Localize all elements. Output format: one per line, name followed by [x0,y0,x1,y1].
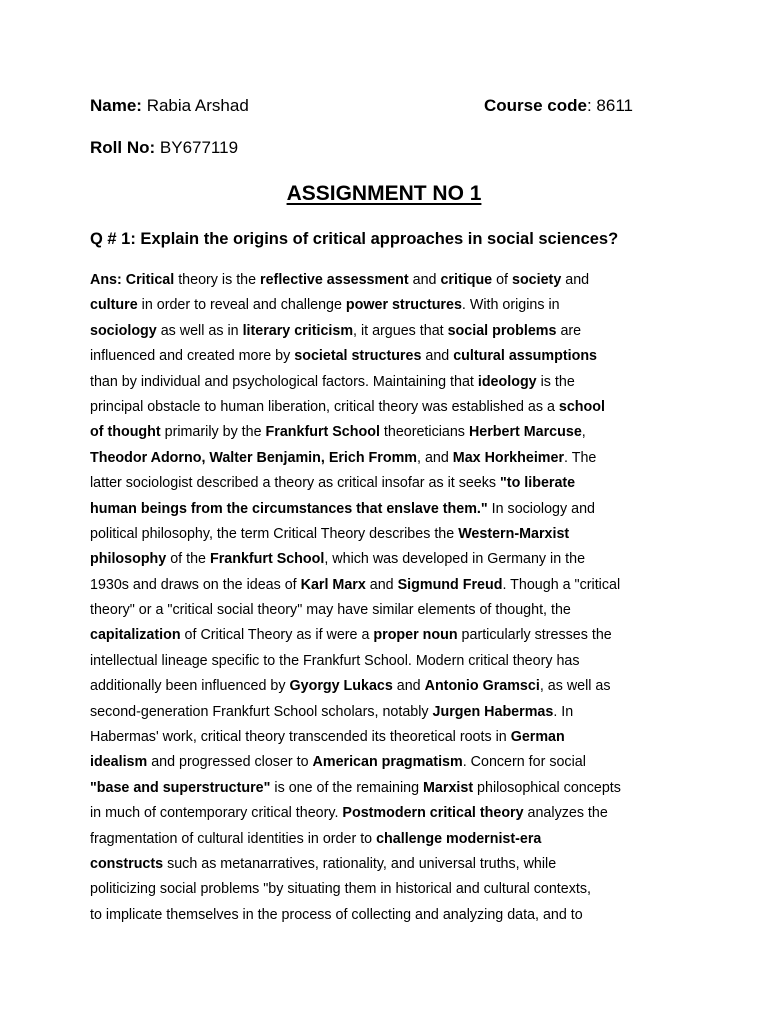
bold-text-run: of thought [90,424,161,441]
text-run: to implicate themselves in the process of collecting and analyzing data, and to [90,906,583,923]
text-run: 1930s and draws on the ideas of [90,576,301,593]
bold-text-run: Postmodern critical theory [342,805,524,822]
text-run: politicizing social problems "by situating them in historical and cultural contexts, [90,881,591,898]
text-run: . In [553,703,574,720]
bold-text-run: critique [440,272,493,288]
name-line [90,96,249,116]
bold-text-run: ideology [477,373,537,390]
text-run: such as metanarratives, rationality, and universal truths, while [163,855,557,872]
text-run: , [581,424,586,441]
text-run: political philosophy, the term Critical Theory describes the [90,525,459,542]
answer-line [90,623,680,648]
course-code-value: : 8611 [586,96,633,115]
text-run: additionally been influenced by [90,678,290,695]
bold-text-run: "base and superstructure" [90,779,271,796]
name-label: Name: [90,96,142,115]
bold-text-run: societal structures [294,348,422,365]
text-run: intellectual lineage specific to the Frankfurt School. Modern critical theory has [90,652,580,669]
answer-line [90,700,680,725]
answer-line [90,268,680,293]
text-run: analyzes the [523,805,608,822]
text-run: fragmentation of cultural identities in order to [90,830,377,847]
bold-text-run: social problems [447,322,557,339]
bold-text-run: Karl Marx [300,576,366,593]
bold-text-run: literary criticism [242,322,354,339]
answer-line [90,344,680,369]
text-run: theory is the [174,272,261,288]
bold-text-run: power structures [345,297,462,314]
question-heading: Q # 1: Explain the origins of critical approaches in social sciences? [90,230,619,248]
text-run: is one of the remaining [270,779,424,796]
answer-line [90,395,680,420]
bold-text-run: society [512,272,562,288]
roll-number-label: Roll No: [90,138,156,157]
text-run: principal obstacle to human liberation, critical theory was established as a [90,398,559,415]
bold-text-run: Gyorgy Lukacs [289,678,393,695]
roll-number-line [90,138,238,158]
text-run: second-generation Frankfurt School scholars, notably [90,703,433,720]
answer-line [90,293,680,318]
text-run: . Though a "critical [502,576,621,593]
bold-text-run: Marxist [423,779,474,796]
text-run: is the [536,373,575,390]
bold-text-run: school [558,398,605,415]
bold-text-run: Max Horkheimer [452,449,565,466]
text-run: and [392,678,425,695]
answer-line [90,725,680,750]
bold-text-run: Sigmund Freud [397,576,503,593]
answer-line [90,319,680,344]
text-run: and [365,576,398,593]
bold-text-run: American pragmatism [312,754,463,771]
text-run: , it argues that [353,322,448,339]
answer-line [90,877,680,902]
answer-line [90,497,680,522]
text-run: latter sociologist described a theory as critical insofar as it seeks [90,475,501,492]
answer-line [90,420,680,445]
bold-text-run: Theodor Adorno, Walter Benjamin, Erich Fromm [90,449,417,466]
text-run: , as well as [539,678,611,695]
bold-text-run: German [510,729,565,746]
answer-line [90,598,680,623]
answer-line [90,522,680,547]
text-run: , which was developed in Germany in the [324,551,586,568]
text-run: philosophical concepts [473,779,621,796]
answer-line [90,573,680,598]
bold-text-run: proper noun [373,627,458,644]
answer-line [90,649,680,674]
bold-text-run: Western-Marxist [458,525,570,542]
text-run: in order to reveal and challenge [137,297,346,314]
course-code-line [484,96,633,116]
bold-text-run: culture [90,297,138,314]
bold-text-run: Herbert Marcuse [468,424,582,441]
bold-text-run: "to liberate [500,475,576,492]
bold-text-run: Frankfurt School [209,551,325,568]
text-run: particularly stresses the [457,627,612,644]
bold-text-run: cultural assumptions [453,348,598,365]
answer-line [90,370,680,395]
answer-paragraph [90,268,680,928]
answer-line [90,674,680,699]
text-run: and progressed closer to [147,754,313,771]
text-run: and [408,272,441,288]
text-run: influenced and created more by [90,348,295,365]
bold-text-run: Ans: Critical [90,272,175,288]
text-run: . Concern for social [462,754,586,771]
text-run: theory" or a "critical social theory" may have similar elements of thought, the [90,602,571,619]
bold-text-run: capitalization [90,627,181,644]
bold-text-run: human beings from the circumstances that enslave them." [90,500,488,517]
bold-text-run: Jurgen Habermas [432,703,554,720]
answer-line [90,471,680,496]
text-run: and [421,348,454,365]
text-run: of Critical Theory as if were a [180,627,374,644]
answer-line [90,801,680,826]
text-run: . With origins in [461,297,560,314]
text-run: are [556,322,582,339]
bold-text-run: idealism [90,754,148,771]
bold-text-run: reflective assessment [260,272,409,288]
bold-text-run: Antonio Gramsci [424,678,540,695]
assignment-title: ASSIGNMENT NO 1 [286,182,482,205]
answer-line [90,547,680,572]
text-run: theoreticians [379,424,469,441]
bold-text-run: sociology [90,322,157,339]
text-run: Habermas' work, critical theory transcended its theoretical roots in [90,729,511,746]
answer-line [90,446,680,471]
answer-line [90,903,680,928]
name-value: Rabia Arshad [146,96,249,115]
text-run: primarily by the [160,424,266,441]
answer-line [90,827,680,852]
text-run: as well as in [156,322,243,339]
bold-text-run: challenge modernist-era [376,830,542,847]
text-run: of [492,272,512,288]
answer-line [90,852,680,877]
text-run: in much of contemporary critical theory. [90,805,343,822]
text-run: In sociology and [487,500,595,517]
text-run: than by individual and psychological factors. Maintaining that [90,373,478,390]
bold-text-run: philosophy [90,551,167,568]
text-run: . The [564,449,597,466]
bold-text-run: constructs [90,855,164,872]
answer-line [90,776,680,801]
bold-text-run: Frankfurt School [265,424,380,441]
text-run: of the [166,551,210,568]
text-run: , and [417,449,453,466]
answer-line [90,750,680,775]
roll-number-value: BY677119 [159,138,239,157]
text-run: and [561,272,590,288]
course-code-label: Course code [484,96,587,115]
